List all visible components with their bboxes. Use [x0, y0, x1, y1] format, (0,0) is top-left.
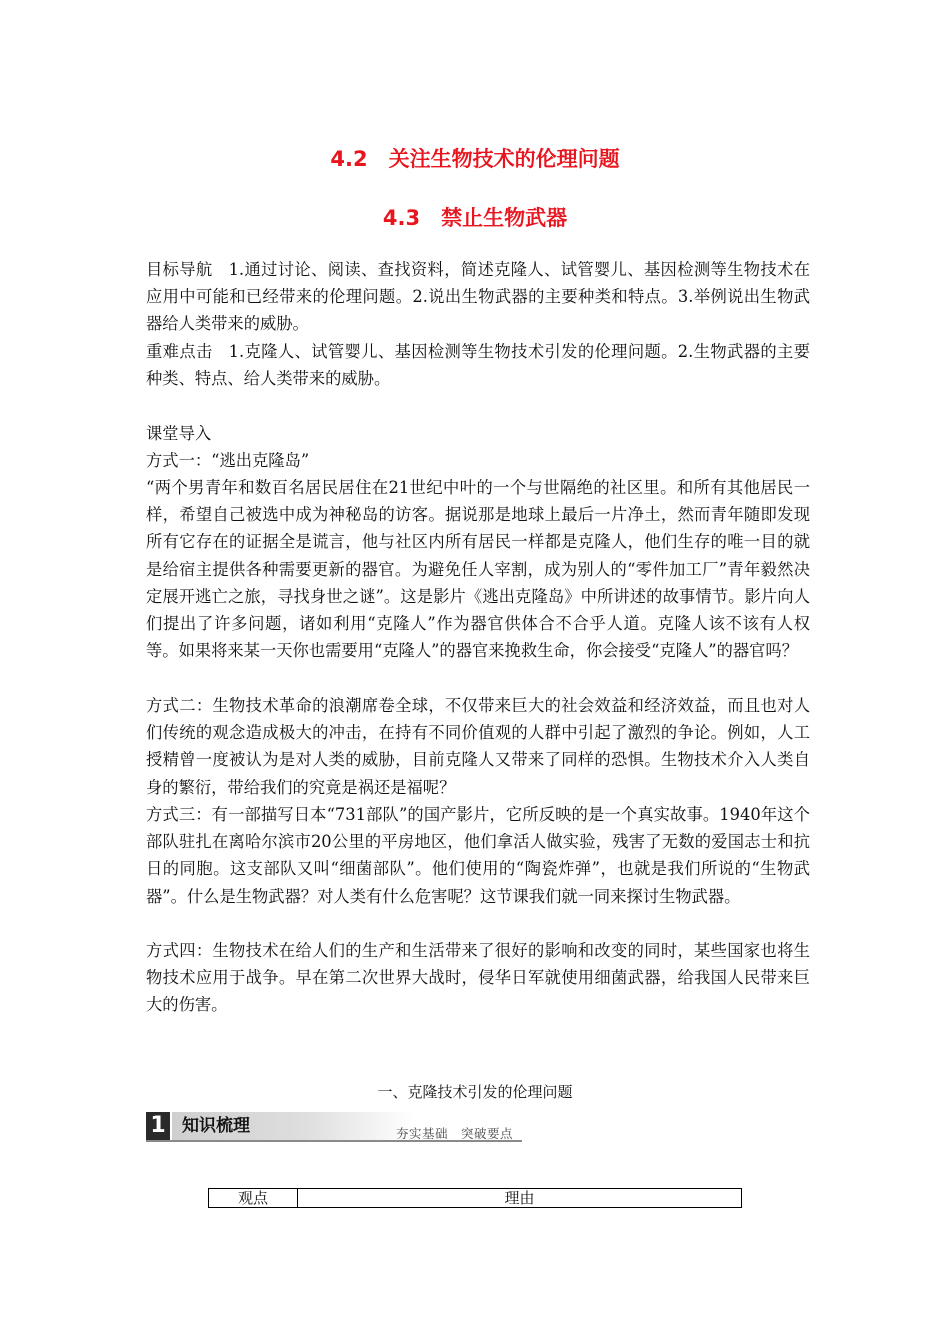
intro-method-1-body: “两个男青年和数百名居民居住在21世纪中叶的一个与世隔绝的社区里。和所有其他居民一样，希望自己被选中成为神秘岛的访客。据说那是地球上最后一片净土，然而青年随即发现所有它存在的证据全是谎言，他与社区内所有居民一样都是克隆人，他们生存的唯一目的就是给宿主提供各种需要更新的器官。为避免任人宰割，成为别人的“零件加工厂”青年毅然决定展开逃亡之旅，寻找身世之谜”。这是影片《逃出克隆岛》中所讲述的故事情节。影片向人们提出了许多问题，诸如利用“克隆人”作为器官供体合不合乎人道。克隆人该不该有人权等。如果将来某一天你也需要用“克隆人”的器官来挽救生命，你会接受“克隆人”的器官吗？: [146, 478, 810, 661]
intro-method-2: 方式二：生物技术革命的浪潮席卷全球，不仅带来巨大的社会效益和经济效益，而且也对人们传统的观念造成极大的冲击，在持有不同价值观的人群中引起了激烈的争论。例如，人工授精曾一度被认为是对人类的威胁，目前克隆人又带来了同样的恐惧。生物技术介入人类自身的繁衍，带给我们的究竟是祸还是福呢？: [146, 696, 810, 797]
key-points: [146, 338, 810, 392]
intro-method-3: 方式三：有一部描写日本“731部队”的国产影片，它所反映的是一个真实故事。1940年这个部队驻扎在离哈尔滨市20公里的平房地区，他们拿活人做实验，残害了无数的爱国志士和抗日的同胞。这支部队又叫“细菌部队”。他们使用的“陶瓷炸弹”，也就是我们所说的“生物武器”。什么是生物武器？对人类有什么危害呢？这节课我们就一同来探讨生物武器。: [146, 805, 810, 906]
lesson-title-4-2: 4.2 关注生物技术的伦理问题: [330, 147, 620, 171]
knowledge-banner: [146, 1112, 526, 1144]
intro-method-4: 方式四：生物技术在给人们的生产和生活带来了很好的影响和改变的同时，某些国家也将生物技术应用于战争。早在第二次世界大战时，侵华日军就使用细菌武器，给我国人民带来巨大的伤害。: [146, 941, 810, 1015]
key-points-text: 1.克隆人、试管婴儿、基因检测等生物技术引发的伦理问题。2.生物武器的主要种类、特点、给人类带来的威胁。: [146, 342, 810, 389]
banner-label: 知识梳理: [172, 1112, 414, 1140]
learning-goals-label: 目标导航: [146, 260, 213, 279]
learning-goals-text: 1.通过讨论、阅读、查找资料，简述克隆人、试管婴儿、基因检测等生物技术在应用中可能和已经带来的伦理问题。2.说出生物武器的主要种类和特点。3.举例说出生物武器给人类带来的威胁。: [146, 260, 810, 334]
section-title: 一、克隆技术引发的伦理问题: [377, 1083, 573, 1101]
lesson-title-4-3: 4.3 禁止生物武器: [382, 206, 568, 230]
intro-heading: 课堂导入: [146, 424, 212, 443]
learning-goals: [146, 256, 810, 338]
header-viewpoint: 观点: [209, 1189, 298, 1208]
table-header-row: [209, 1189, 742, 1208]
key-points-label: 重难点击: [146, 342, 213, 361]
banner-number: 1: [146, 1112, 170, 1140]
viewpoint-table: [208, 1188, 742, 1208]
banner-subtitle: 夯实基础 突破要点: [396, 1126, 514, 1141]
intro-method-1-title: 方式一：“逃出克隆岛”: [146, 451, 310, 470]
header-reason: 理由: [298, 1189, 742, 1208]
